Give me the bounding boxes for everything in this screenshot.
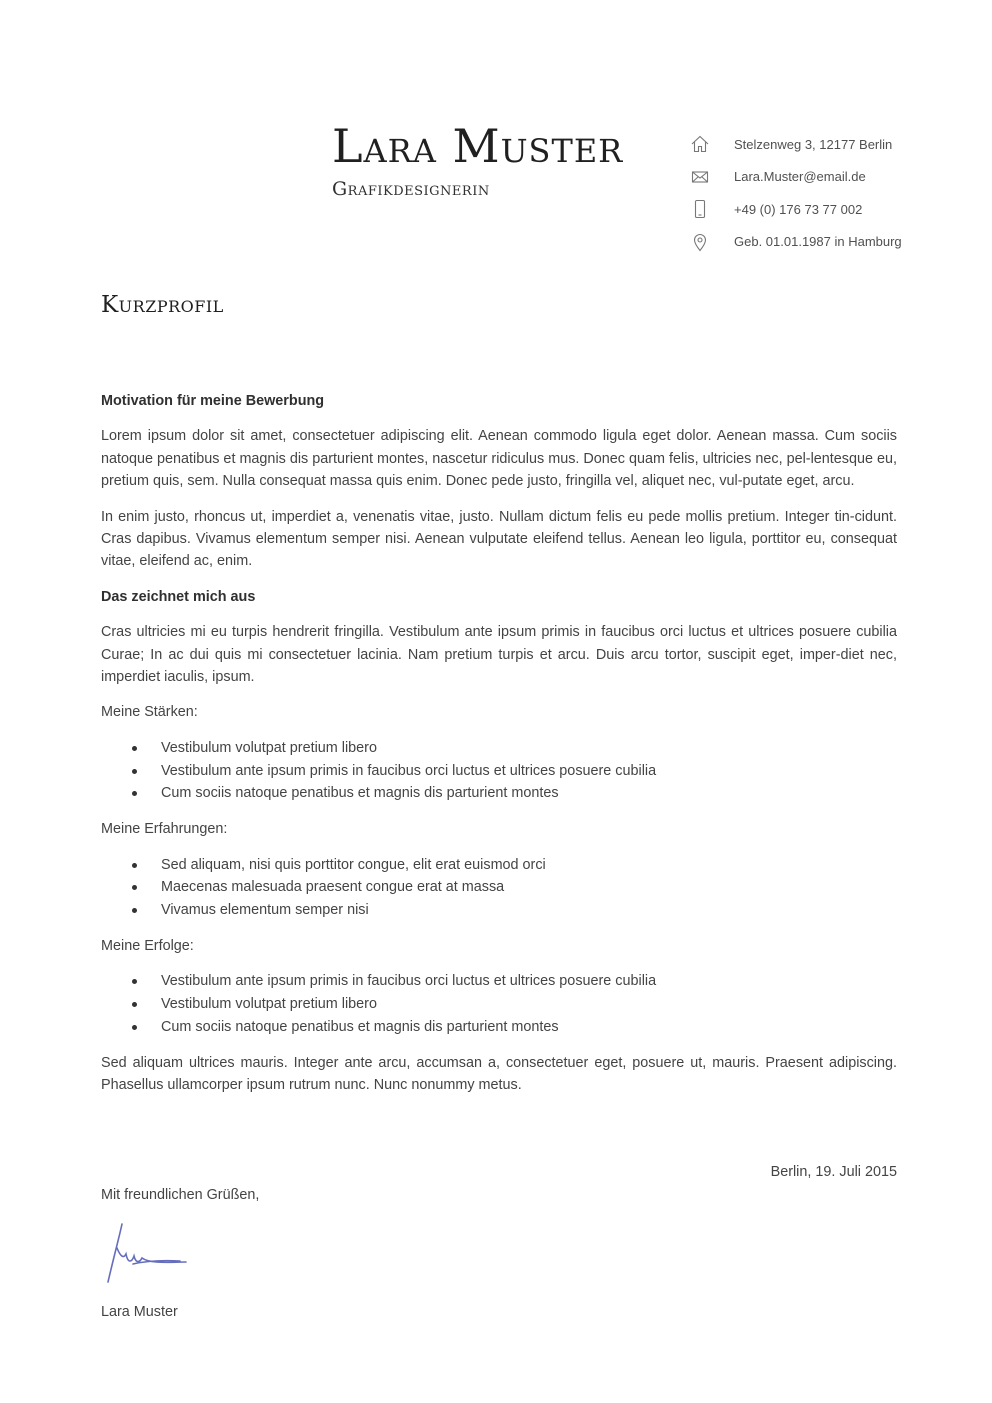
paragraph-2: In enim justo, rhoncus ut, imperdiet a, venenatis vitae, justo. Nullam dictum felis eu pede mollis pretium. Integer tin-cidunt. Cras dapibus. Vivamus elementum semper nisi. Aenean vulputate eleifend tellus. Aenean leo ligula, porttitor eu, consequat vitae, eleifend ac, enim. — [101, 508, 897, 570]
heading-strengths-intro: Das zeichnet mich aus — [101, 588, 256, 605]
list-item: Sed aliquam, nisi quis porttitor congue, elit erat euismod orci — [101, 854, 897, 877]
contact-phone: +49 (0) 176 73 77 002 — [734, 201, 863, 217]
contact-birth: Geb. 01.01.1987 in Hamburg — [734, 234, 902, 250]
list-item: Vestibulum volutpat pretium libero — [101, 737, 897, 760]
contact-email-row — [690, 161, 950, 194]
heading-motivation: Motivation für meine Bewerbung — [101, 393, 325, 409]
home-icon — [690, 134, 710, 154]
signer-name: Lara Muster — [101, 1304, 178, 1320]
closing-phrase: Mit freundlichen Grüßen, — [101, 1187, 260, 1203]
list-item: Cum sociis natoque penatibus et magnis dis parturient montes — [101, 782, 897, 805]
applicant-role: Grafikdesignerin — [332, 178, 490, 200]
phone-icon — [690, 199, 710, 219]
paragraph-4: Sed aliquam ultrices mauris. Integer ante arcu, accumsan a, consectetuer eget, posuere ut, mauris. Praesent adipiscing. Phasellus ullamcorper ipsum rutrum nunc. Nunc nonummy metus. — [101, 1054, 897, 1094]
signature-image — [100, 1218, 200, 1290]
success-list — [101, 970, 897, 1038]
contact-email[interactable]: Lara.Muster@email.de — [734, 169, 866, 185]
strengths-list — [101, 737, 897, 805]
letter-date: Berlin, 19. Juli 2015 — [770, 1164, 897, 1180]
list-item: Vestibulum ante ipsum primis in faucibus orci luctus et ultrices posuere cubilia — [101, 970, 897, 993]
contact-phone-row — [690, 193, 950, 226]
letter-body — [101, 390, 897, 1097]
applicant-name: Lara Muster — [332, 119, 624, 173]
experience-label: Meine Erfahrungen: — [101, 821, 228, 838]
contact-birth-row — [690, 226, 950, 259]
success-label: Meine Erfolge: — [101, 938, 194, 955]
list-item: Maecenas malesuada praesent congue erat at massa — [101, 876, 897, 899]
contact-block — [690, 128, 950, 258]
location-icon — [690, 232, 710, 252]
paragraph-3: Cras ultricies mi eu turpis hendrerit fringilla. Vestibulum ante ipsum primis in faucibus orci luctus et ultrices posuere cubilia Curae; In ac dui quis mi consectetuer lacinia. Nam pretium turpis et arcu. Duis arcu tortor, suscipit eget, imper-diet nec, imperdiet iaculis, ipsum. — [101, 624, 897, 686]
list-item: Vestibulum ante ipsum primis in faucibus orci luctus et ultrices posuere cubilia — [101, 760, 897, 783]
paragraph-1: Lorem ipsum dolor sit amet, consectetuer adipiscing elit. Aenean commodo ligula eget dolor. Aenean massa. Cum sociis natoque penatibus et magnis dis parturient montes, nascetur ridiculus mus. Donec quam felis, ultricies nec, pel-lentesque eu, pretium quis, sem. Nulla consequat massa quis enim. Donec pede justo, fringilla vel, aliquet nec, vul-putate eget, arcu. — [101, 428, 897, 490]
experience-list — [101, 854, 897, 922]
list-item: Cum sociis natoque penatibus et magnis dis parturient montes — [101, 1016, 897, 1039]
contact-address: Stelzenweg 3, 12177 Berlin — [734, 136, 893, 152]
contact-address-row — [690, 128, 950, 161]
strengths-label: Meine Stärken: — [101, 704, 198, 721]
list-item: Vestibulum volutpat pretium libero — [101, 993, 897, 1016]
list-item: Vivamus elementum semper nisi — [101, 899, 897, 922]
section-title: Kurzprofil — [101, 292, 224, 318]
mail-icon — [690, 167, 710, 187]
